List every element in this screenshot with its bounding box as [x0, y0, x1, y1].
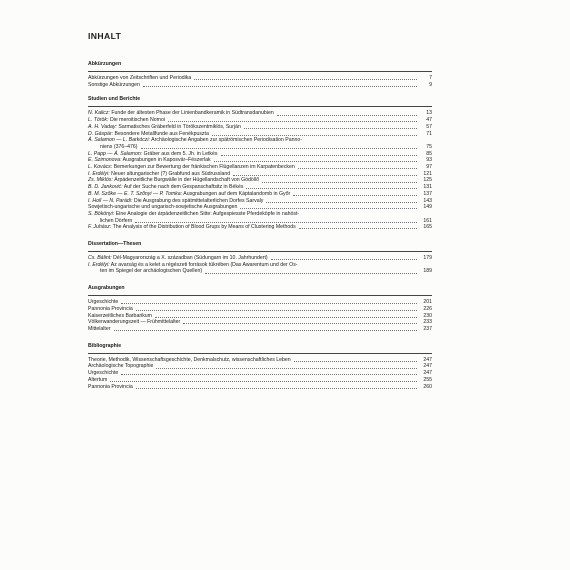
toc-entry [88, 326, 432, 333]
entry-page: 226 [423, 305, 432, 312]
entry-title: Abkürzungen von Zeitschriften und Periodika [88, 75, 192, 81]
toc-entry [88, 262, 432, 269]
entry-page: 230 [423, 312, 432, 319]
dot-leader [156, 368, 417, 369]
dot-leader [136, 310, 417, 311]
dot-leader [194, 79, 417, 80]
dot-leader [246, 188, 417, 189]
dot-leader [168, 121, 417, 122]
dot-leader [271, 259, 417, 260]
entry-page: 255 [423, 376, 432, 383]
entry-title: Kaiserzeitliches Barbarikum [88, 312, 153, 319]
dot-leader [121, 303, 417, 304]
entry-page: 93 [426, 157, 432, 164]
entry-author: D. Gáspár: [88, 130, 114, 137]
entry-page: 75 [426, 143, 432, 150]
toc-entry [88, 137, 432, 144]
dot-leader [240, 208, 417, 209]
dot-leader [244, 128, 417, 129]
entry-author: I. Holl — N. Parádi: [88, 197, 133, 204]
toc-entry [88, 157, 432, 164]
entry-author: F. Juhász: [88, 224, 112, 231]
entry-title: Sowjetisch-ungarische und ungarisch-sowjetische Ausgrabungen [88, 204, 238, 211]
toc-entry [88, 204, 432, 211]
entry-page: 13 [426, 110, 432, 117]
entry-page: 247 [423, 363, 432, 370]
section-rule [88, 353, 432, 354]
toc-entry [88, 224, 432, 231]
entry-title: L. Kovács: Bemerkungen zur Bewertung der fränkischen Flügellanzen im Karpatenbecken [88, 164, 295, 171]
entry-page: 131 [423, 184, 432, 191]
entry-author: L. Török: [88, 117, 109, 124]
entry-title: Pannonia Provincia [88, 383, 133, 390]
entry-title: Altertum [88, 376, 108, 383]
entry-page: 189 [423, 268, 432, 275]
entry-page: 260 [423, 383, 432, 390]
entry-page: 121 [423, 170, 432, 177]
entry-title: Urgeschichte [88, 370, 119, 377]
dot-leader [266, 202, 417, 203]
entry-title: Mittelalter [88, 325, 111, 332]
section-heading-studien: Studien und Berichte [88, 96, 141, 103]
toc-entry [88, 75, 432, 82]
toc-entry [88, 117, 432, 124]
dot-leader [299, 228, 417, 229]
entry-title: E. Szimonova: Ausgrabungen in Kaposvár–Fészerlak [88, 157, 211, 164]
dot-leader [262, 182, 417, 183]
entry-page: 47 [426, 117, 432, 124]
dot-leader [221, 155, 418, 156]
dot-leader [135, 222, 417, 223]
entry-title: F. Juhász: The Analysis of the Distribution of Blood Grups by Means of Clustering Methods [88, 224, 296, 231]
toc-entry [88, 191, 432, 198]
entry-author: Cs. Bálint: [88, 255, 112, 262]
entry-title: D. Gáspár: Besondere Metallfunde aus Fenékpuszta [88, 130, 209, 137]
entry-author: E. Szimonova: [88, 157, 122, 164]
toc-entry [88, 82, 432, 89]
entry-page: 179 [423, 255, 432, 262]
entry-page: 9 [429, 81, 432, 88]
section-heading-dissertation: Dissertation—Thesen [88, 241, 142, 248]
entry-title: Zs. Miklós: Árpádenzeitliche Burgwälle in der Hügellandschaft von Gödöllő [88, 177, 260, 184]
entry-title: Cs. Bálint: Dél-Magyarország a X. században (Südungarn im 10. Jahrhundert) [88, 255, 268, 262]
toc-entry [88, 110, 432, 117]
toc-entry-continuation [88, 218, 432, 225]
entry-title: Völkerwanderungszeit — Frühmittelalter [88, 319, 181, 326]
section-rule [88, 251, 432, 252]
toc-entry [88, 306, 432, 313]
toc-entry [88, 384, 432, 391]
entry-page: 125 [423, 177, 432, 184]
entry-title: I. Erdélyi: Neuer altungarischer (?) Grabfund aus Südrussland [88, 170, 231, 177]
entry-author: B. M. Szőke — E. T. Szőnyi — P. Tomka: [88, 190, 183, 197]
toc-content [88, 31, 432, 390]
toc-entry-continuation [88, 268, 432, 275]
entry-author: S. Bökönyi: [88, 210, 115, 217]
entry-author: L. Papp — Á. Salamon: [88, 150, 143, 157]
section-heading-bibliographie: Bibliographie [88, 342, 122, 349]
entry-title: N. Kalicz: Funde der ältesten Phase der Linienbandkeramik in Südtransdanubien [88, 110, 274, 117]
toc-entry [88, 164, 432, 171]
dot-leader [110, 381, 417, 382]
dot-leader [294, 361, 417, 362]
toc-entry [88, 377, 432, 384]
dot-leader [121, 374, 417, 375]
entry-author: A. H. Vaday: [88, 123, 117, 130]
entry-author: Á. Salamon — L. Barkóczi: [88, 137, 150, 144]
entry-author: I. Erdélyi: [88, 170, 110, 177]
dot-leader [143, 86, 417, 87]
entry-title: I. Holl — N. Parádi: Die Ausgrabung des spätmittelalterlichen Dorfes Sarvaly [88, 197, 264, 204]
dot-leader [214, 161, 417, 162]
entry-page: 57 [426, 123, 432, 130]
toc-entry [88, 319, 432, 326]
entry-title-continued: ten im Spiegel der archäologischen Quellen) [100, 268, 203, 275]
entry-author: L. Kovács: [88, 164, 113, 171]
dot-leader [233, 175, 417, 176]
entry-title: S. Bökönyi: Eine Analogie der árpádenzeitlichen Sitte: Aufgespiesste Pferdeköpfe in nahöst- [88, 210, 300, 217]
entry-author: B. D. Janković: [88, 184, 123, 191]
entry-page: 149 [423, 204, 432, 211]
page-title: INHALT [88, 31, 122, 41]
toc-entry-continuation [88, 144, 432, 151]
toc-entry [88, 357, 432, 364]
toc-entry [88, 370, 432, 377]
section-rule [88, 295, 432, 296]
entry-page: 233 [423, 319, 432, 326]
entry-title: B. M. Szőke — E. T. Szőnyi — P. Tomka: Ausgrabungen auf dem Káptalandomb in Győr [88, 190, 291, 197]
entry-author: I. Erdélyi: [88, 261, 110, 268]
dot-leader [136, 388, 417, 389]
entry-author: Zs. Miklós: [88, 177, 113, 184]
entry-page: 71 [426, 130, 432, 137]
entry-title: B. D. Janković: Auf der Suche nach dem Gespanschaftsitz in Békés [88, 184, 244, 191]
entry-title: L. Papp — Á. Salamon: Gräber aus dem 5. Jh. in Letkés [88, 150, 218, 157]
entry-author: N. Kalicz: [88, 110, 110, 117]
section-rule [88, 106, 432, 107]
toc-entry [88, 151, 432, 158]
toc-entry [88, 124, 432, 131]
dot-leader [205, 273, 417, 274]
dot-leader [277, 115, 417, 116]
toc-entry [88, 198, 432, 205]
entry-page: 247 [423, 356, 432, 363]
entry-page: 137 [423, 190, 432, 197]
dot-leader [114, 330, 418, 331]
entry-title: Theorie, Methodik, Wissenschaftsgeschichte, Denkmalschutz, wissenschaftliches Leben [88, 356, 291, 363]
section-heading-ausgrabungen: Ausgrabungen [88, 285, 125, 292]
entry-title: L. Török: Die meroitischen Nomoi [88, 117, 166, 124]
toc-entry [88, 211, 432, 218]
entry-page: 201 [423, 299, 432, 306]
toc-entry [88, 255, 432, 262]
entry-title: Archäologische Topographie [88, 363, 154, 370]
entry-title-continued: niens (376–476) [100, 143, 138, 150]
dot-leader [141, 148, 418, 149]
toc-entry [88, 177, 432, 184]
section-heading-abkuerzungen: Abkürzungen [88, 61, 122, 67]
dot-leader [298, 168, 417, 169]
dot-leader [293, 195, 417, 196]
entry-title: Á. Salamon — L. Barkóczi: Archäologische Angaben zur spätrömischen Periodisation Panno- [88, 137, 302, 144]
section-rule [88, 71, 432, 72]
entry-page: 97 [426, 164, 432, 171]
entry-title: I. Erdélyi: Az avarság és a kelet a régészeti források tükrében (Das Awarentum und der Os- [88, 261, 298, 268]
entry-title: A. H. Vaday: Sarmatisches Gräberfeld in Törökszentmiklós, Surján [88, 123, 241, 130]
toc-entry [88, 313, 432, 320]
entry-page: 247 [423, 370, 432, 377]
toc-entry [88, 184, 432, 191]
entry-page: 165 [423, 224, 432, 231]
entry-page: 237 [423, 325, 432, 332]
dot-leader [212, 135, 417, 136]
entry-title-continued: lichen Dörfern [100, 217, 133, 224]
entry-page: 161 [423, 217, 432, 224]
entry-title: Sonstige Abkürzungen [88, 81, 140, 88]
dot-leader [183, 323, 417, 324]
entry-page: 85 [426, 150, 432, 157]
entry-page: 7 [429, 75, 432, 81]
toc-entry [88, 299, 432, 306]
toc-entry [88, 363, 432, 370]
entry-title: Pannonia Provincia [88, 305, 133, 312]
entry-title: Urgeschichte [88, 299, 119, 306]
entry-page: 143 [423, 197, 432, 204]
dot-leader [155, 317, 417, 318]
